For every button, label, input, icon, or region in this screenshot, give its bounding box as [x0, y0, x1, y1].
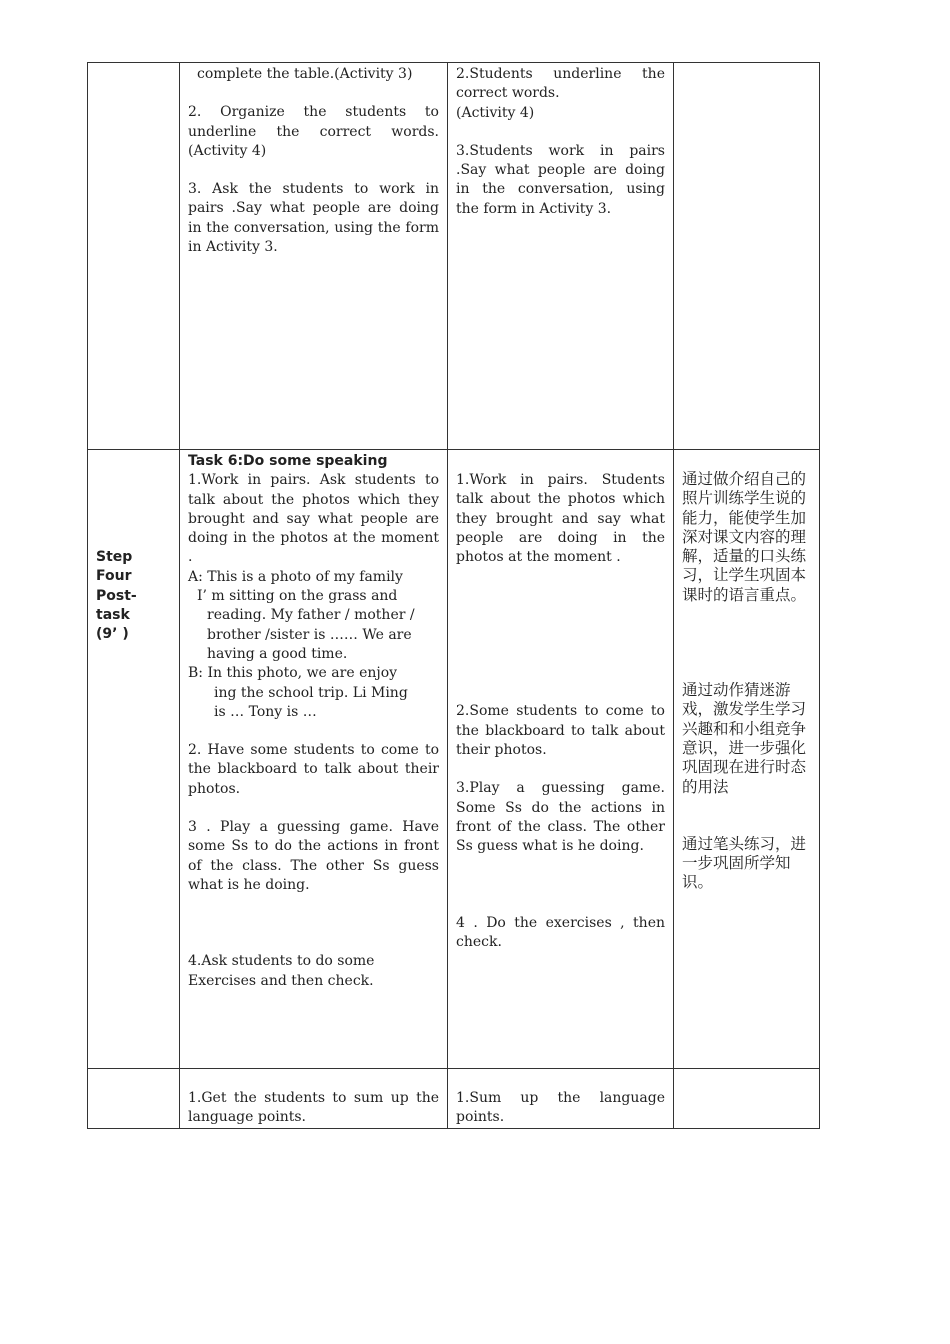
- purpose-cell: [674, 63, 820, 450]
- teacher-item: 1.Work in pairs. Ask students to talk about the photos which they brought and say what people are doing in the photos at the moment .: [188, 472, 439, 566]
- dialogue-line: I’ m sitting on the grass and: [197, 588, 398, 605]
- purpose-text: 通过动作猜迷游戏，激发学生学习兴趣和和小组竞争意识，进一步强化巩固现在进行时态的用法: [682, 681, 807, 796]
- step-label: Step: [96, 549, 133, 565]
- student-item: 2.Some students to come to the blackboard to talk about their photos.: [456, 703, 665, 759]
- task-heading: Task 6:Do some speaking: [188, 453, 388, 469]
- teacher-item: 2. Organize the students to underline the correct words. (Activity 4): [188, 104, 439, 159]
- student-activity-cell: [448, 63, 674, 450]
- purpose-text: 通过做介绍自己的照片训练学生说的能力，能使学生加深对课文内容的理解，适量的口头练习，让学生巩固本课时的语言重点。: [682, 470, 807, 604]
- teacher-item: Exercises and then check.: [188, 972, 374, 989]
- step-label: Four: [96, 568, 132, 585]
- step-label: task: [96, 606, 130, 623]
- table-row-activity: [88, 63, 820, 450]
- student-item: 4 . Do the exercises , then check.: [456, 914, 665, 950]
- teacher-item: 3 . Play a guessing game. Have some Ss to do the actions in front of the class. The other Ss guess what is he doing.: [188, 819, 439, 893]
- teacher-item: 1.Get the students to sum up the language points.: [188, 1090, 439, 1126]
- teacher-activity-cell: [180, 63, 448, 450]
- dialogue-line: brother /sister is …… We are: [207, 626, 412, 643]
- student-item: (Activity 4): [456, 104, 535, 121]
- student-item: 1.Sum up the language points.: [456, 1090, 665, 1126]
- table-row-summary: [88, 1069, 820, 1129]
- dialogue-line: ing the school trip. Li Ming: [214, 684, 408, 701]
- step-label: (9’ ): [96, 626, 129, 643]
- teacher-item: 4.Ask students to do some: [188, 953, 375, 970]
- dialogue-line: reading. My father / mother /: [207, 607, 415, 624]
- teacher-item: 2. Have some students to come to the blackboard to talk about their photos.: [188, 742, 439, 797]
- student-item: 3.Play a guessing game. Some Ss do the actions in front of the class. The other Ss guess what is he doing.: [456, 780, 665, 855]
- dialogue-line: B: In this photo, we are enjoy: [188, 665, 398, 682]
- student-item: 2.Students underline the correct words.: [456, 66, 665, 102]
- teacher-activity-cell: [180, 1069, 448, 1129]
- step-label: Post-: [96, 587, 137, 604]
- step-cell: [88, 1069, 180, 1129]
- dialogue-line: is … Tony is …: [214, 703, 317, 720]
- dialogue-line: A: This is a photo of my family: [188, 568, 403, 585]
- table-row-post-task: [88, 450, 820, 1069]
- lesson-plan-table: [87, 62, 820, 1129]
- student-activity-cell: [448, 1069, 674, 1129]
- step-cell: [88, 63, 180, 450]
- purpose-text: 通过笔头练习，进一步巩固所学知识。: [682, 834, 807, 892]
- teacher-item: 3. Ask the students to work in pairs .Say what people are doing in the conversation, using the form in Activity 3.: [188, 181, 439, 256]
- teacher-item: complete the table.(Activity 3): [197, 66, 413, 82]
- step-cell: [88, 450, 180, 1069]
- student-item: 3.Students work in pairs .Say what people are doing in the conversation, using the form in Activity 3.: [456, 142, 665, 217]
- purpose-cell: [674, 1069, 820, 1129]
- purpose-cell: [674, 450, 820, 1069]
- teacher-activity-cell: [180, 450, 448, 1069]
- dialogue-line: having a good time.: [207, 645, 348, 662]
- student-activity-cell: [448, 450, 674, 1069]
- student-item: 1.Work in pairs. Students talk about the photos which they brought and say what people are doing in the photos at the moment .: [456, 472, 665, 566]
